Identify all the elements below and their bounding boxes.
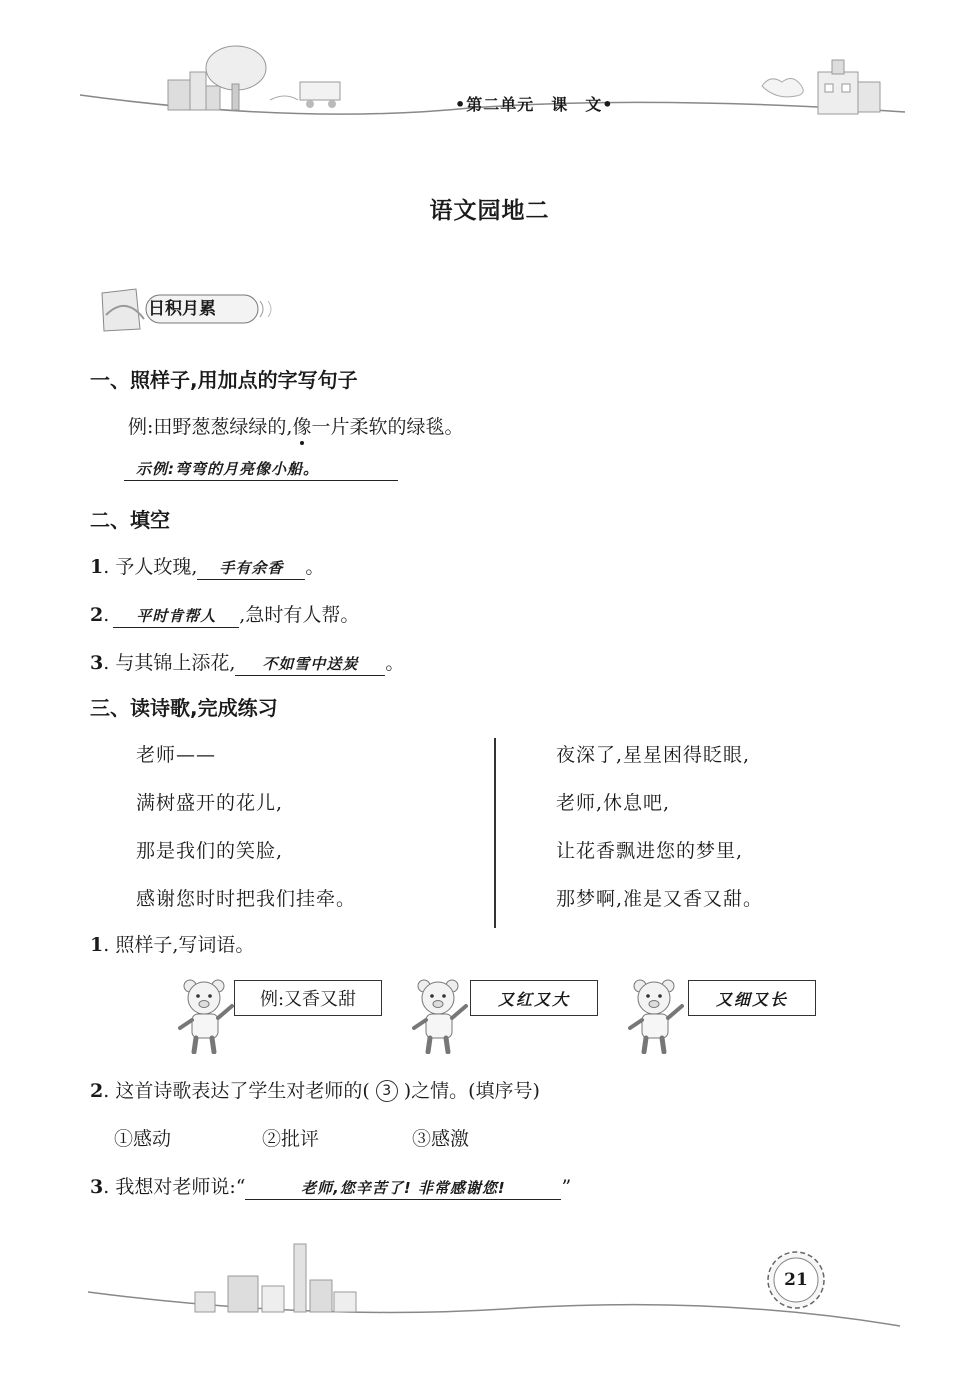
- poem-divider: [494, 738, 496, 928]
- question-1-number: 1: [90, 934, 104, 956]
- fill-item-2-before: .: [103, 604, 110, 626]
- bear-icon: [176, 976, 236, 1054]
- fill-item-1: [90, 552, 324, 580]
- question-3: [90, 1172, 571, 1200]
- section3-heading: 三、读诗歌,完成练习: [90, 696, 278, 720]
- question-2: [90, 1076, 540, 1103]
- word-box-answer-2: 又细又长: [688, 980, 816, 1016]
- example-dot-char: 像: [292, 412, 311, 439]
- footer-decoration: [0, 1230, 979, 1330]
- question-2-before: . 这首诗歌表达了学生对老师的(: [103, 1080, 370, 1102]
- word-box-answer-1: 又红又大: [470, 980, 598, 1016]
- poem-left-line: 老师——: [136, 744, 217, 766]
- question-3-after: ”: [561, 1176, 572, 1198]
- fill-item-3-before: . 与其锦上添花,: [103, 652, 236, 674]
- question-2-after: )之情。(填序号): [403, 1080, 540, 1102]
- question-2-answer: 3: [376, 1080, 398, 1102]
- example-before: 例:田野葱葱绿绿的,: [128, 416, 293, 438]
- fill-item-1-answer: 手有余香: [197, 557, 305, 580]
- banner-title: 日积月累: [148, 299, 216, 319]
- header-decoration: [0, 0, 979, 140]
- fill-item-3-after: 。: [385, 652, 405, 674]
- section1-example: [128, 412, 463, 439]
- option-2: ②批评: [262, 1128, 320, 1150]
- fill-item-3-answer: 不如雪中送炭: [235, 653, 385, 676]
- fill-item-2-number: 2: [90, 604, 104, 626]
- section1-answer-line: [124, 458, 398, 481]
- option-3: ③感激: [412, 1128, 470, 1150]
- section2-heading: 二、填空: [90, 508, 170, 532]
- unit-label: •第二单元 课 文•: [455, 95, 614, 114]
- poem-right-line: 夜深了,星星困得眨眼,: [556, 744, 751, 766]
- fill-item-2: [90, 600, 359, 628]
- question-3-number: 3: [90, 1176, 104, 1198]
- fill-item-1-after: 。: [305, 556, 325, 578]
- question-2-number: 2: [90, 1080, 104, 1102]
- word-box-example: 例:又香又甜: [234, 980, 382, 1016]
- option-1: ①感动: [114, 1128, 172, 1150]
- question-1-text: . 照样子,写词语。: [103, 934, 255, 956]
- bear-icon: [626, 976, 686, 1054]
- fill-item-3: [90, 648, 404, 676]
- question-1: [90, 930, 254, 957]
- page-title: 语文园地二: [429, 197, 550, 224]
- fill-item-1-before: . 予人玫瑰,: [103, 556, 198, 578]
- section1-heading: 一、照样子,用加点的字写句子: [90, 368, 358, 392]
- poem-right-line: 让花香飘进您的梦里,: [556, 840, 744, 862]
- poem-right-line: 老师,休息吧,: [556, 792, 671, 814]
- poem-left-line: 满树盛开的花儿,: [136, 792, 284, 814]
- fill-item-2-answer: 平时肯帮人: [113, 605, 239, 628]
- fill-item-3-number: 3: [90, 652, 104, 674]
- fill-item-1-number: 1: [90, 556, 104, 578]
- question-3-answer: 老师,您辛苦了! 非常感谢您!: [245, 1177, 561, 1200]
- poem-left-line: 感谢您时时把我们挂牵。: [136, 888, 357, 910]
- page-number: 21: [784, 1270, 808, 1290]
- section1-answer: 示例:弯弯的月亮像小船。: [124, 458, 398, 481]
- question-3-before: . 我想对老师说:“: [103, 1176, 246, 1198]
- poem-left-line: 那是我们的笑脸,: [136, 840, 284, 862]
- bear-icon: [410, 976, 470, 1054]
- example-after: 一片柔软的绿毯。: [311, 416, 464, 438]
- poem-right-line: 那梦啊,准是又香又甜。: [556, 888, 764, 910]
- fill-item-2-after: ,急时有人帮。: [239, 604, 360, 626]
